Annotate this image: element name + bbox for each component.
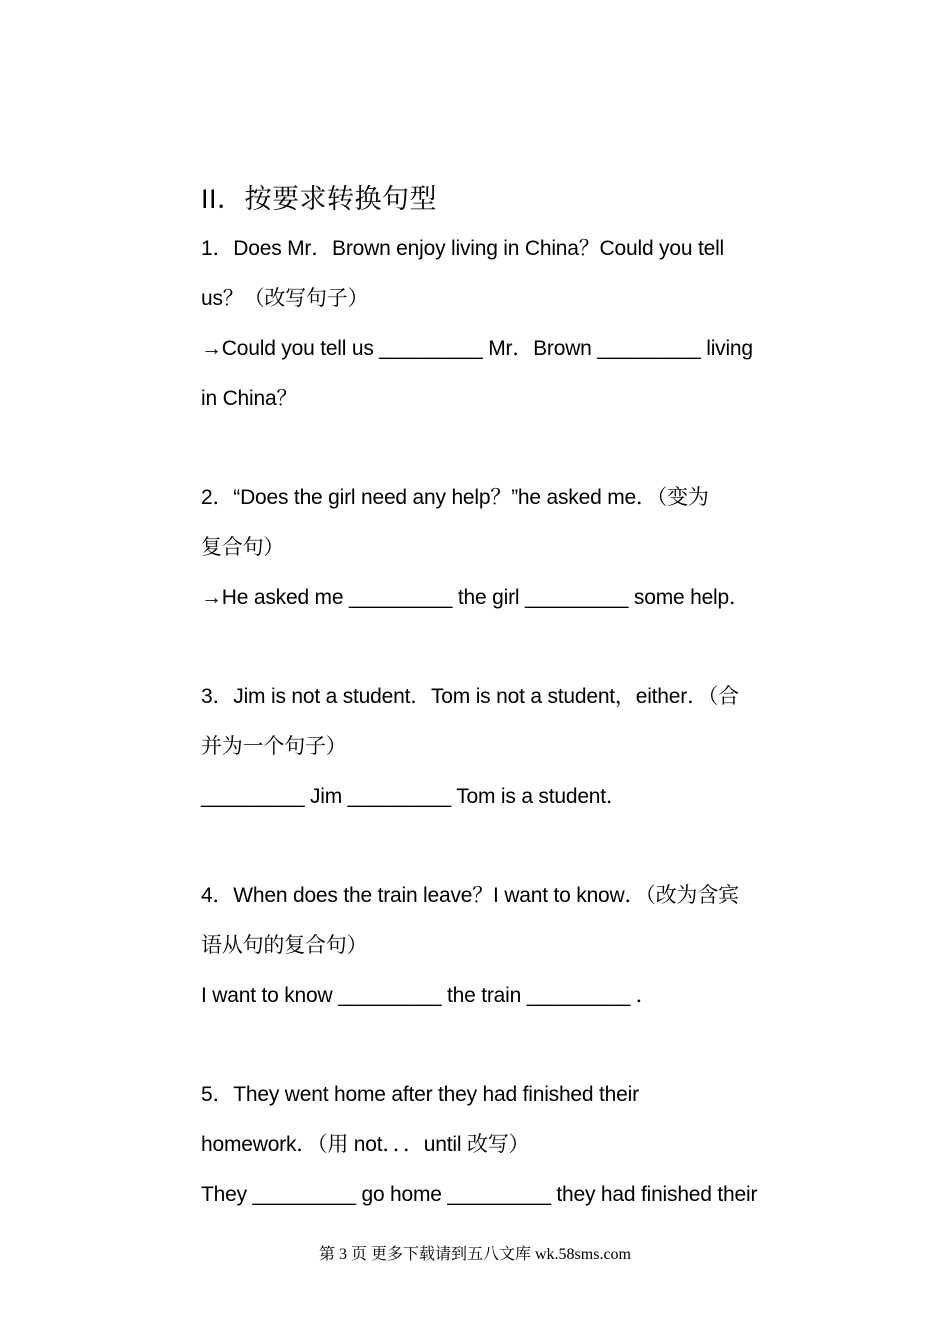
- q1-line-2: us？（改写句子）: [201, 287, 369, 310]
- q5-line-2: homework．（用 not．．．until 改写）: [201, 1133, 530, 1156]
- section-title: II．按要求转换句型: [201, 184, 438, 214]
- q1-line-3: →Could you tell us _________ Mr．Brown _________ living: [201, 337, 753, 360]
- q2-line-3: →He asked me _________ the girl _________ some help．: [201, 586, 750, 609]
- q3-line-1: 3．Jim is not a student．Tom is not a student，either．（合: [201, 685, 739, 708]
- q4-line-3: I want to know _________ the train _________ ．: [201, 984, 657, 1007]
- page-footer: 第 3 页 更多下载请到五八文库 wk.58sms.com: [318, 1246, 631, 1263]
- q4-line-1: 4．When does the train leave？I want to know．（改为含宾: [201, 884, 739, 907]
- q3-line-3: _________ Jim _________ Tom is a student．: [201, 785, 627, 808]
- q4-line-2: 语从句的复合句）: [201, 934, 368, 957]
- q5-line-1: 5．They went home after they had finished their: [201, 1083, 639, 1106]
- q2-line-1: 2．“Does the girl need any help？”he asked me．（变为: [201, 486, 709, 509]
- q5-line-3: They _________ go home _________ they had finished their: [201, 1183, 758, 1206]
- q3-line-2: 并为一个句子）: [201, 735, 347, 758]
- q2-line-2: 复合句）: [201, 536, 285, 559]
- q1-line-1: 1．Does Mr．Brown enjoy living in China？Could you tell: [201, 237, 724, 260]
- q1-line-4: in China？: [201, 387, 298, 410]
